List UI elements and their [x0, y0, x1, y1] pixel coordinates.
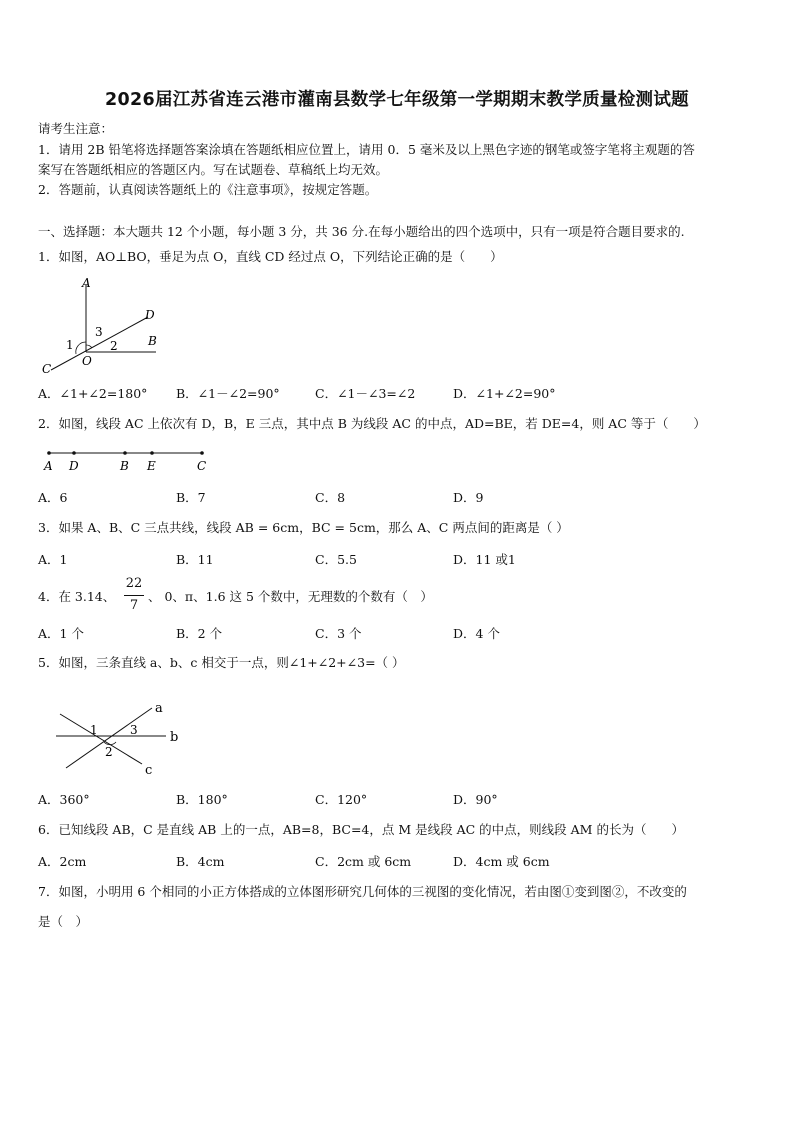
question-7-stem-line-2: 是（ ）: [38, 914, 89, 929]
question-6-option-c: C．2cm 或 6cm: [315, 854, 412, 869]
page-title: 2026届江苏省连云港市灌南县数学七年级第一学期期末教学质量检测试题: [105, 90, 689, 110]
point-a: [47, 451, 51, 455]
question-5-figure: [54, 698, 194, 778]
label-d: D: [145, 308, 155, 322]
label-1: 1: [66, 338, 74, 352]
fraction-bar: [124, 595, 144, 596]
question-4-option-b: B．2 个: [176, 626, 223, 641]
question-6-option-d: D．4cm 或 6cm: [453, 854, 550, 869]
fraction-numerator: 22: [125, 576, 143, 591]
notice-item-1-line-1: 1．请用 2B 铅笔将选择题答案涂填在答题纸相应位置上，请用 0．5 毫米及以上黑色字迹的钢笔或签字笔将主观题的答: [38, 142, 695, 157]
label-3: 3: [95, 325, 103, 339]
question-6-stem: 6．已知线段 AB，C 是直线 AB 上的一点，AB=8，BC=4，点 M 是线段 AC 的中点，则线段 AM 的长为（ ）: [38, 822, 684, 837]
line-a: [66, 708, 152, 768]
question-5-option-d: D．90°: [453, 792, 498, 807]
question-3-option-a: A．1: [38, 552, 68, 567]
question-3-stem: 3．如果 A、B、C 三点共线，线段 AB = 6cm，BC = 5cm，那么 A、C 两点间的距离是（ ）: [38, 520, 569, 535]
question-1-option-d: D．∠1+∠2=90°: [453, 386, 556, 401]
label-c: c: [145, 763, 153, 778]
question-4-stem-start: 4．在 3.14、: [38, 589, 116, 604]
label-o: O: [82, 354, 92, 368]
label-2: 2: [105, 745, 113, 759]
question-4-option-d: D．4 个: [453, 626, 500, 641]
question-2-figure: [38, 446, 218, 476]
question-1-stem: 1．如图，AO⊥BO，垂足为点 O，直线 CD 经过点 O，下列结论正确的是（ ）: [38, 249, 503, 264]
notice-item-1-line-2: 案写在答题纸相应的答题区内。写在试题卷、草稿纸上均无效。: [38, 162, 389, 177]
label-b: B: [120, 459, 129, 473]
label-d: D: [69, 459, 79, 473]
question-3-option-c: C．5.5: [315, 552, 357, 567]
point-d: [72, 451, 76, 455]
question-1-option-c: C．∠1－∠3=∠2: [315, 386, 416, 401]
question-5-stem: 5．如图，三条直线 a、b、c 相交于一点，则∠1+∠2+∠3=（ ）: [38, 655, 405, 670]
section-heading: 一、选择题：本大题共 12 个小题，每小题 3 分，共 36 分.在每小题给出的四个选项中，只有一项是符合题目要求的.: [38, 224, 685, 239]
label-a: A: [44, 459, 53, 473]
label-b: B: [148, 334, 157, 348]
point-c: [200, 451, 204, 455]
question-2-stem: 2．如图，线段 AC 上依次有 D，B，E 三点，其中点 B 为线段 AC 的中点，AD=BE，若 DE=4，则 AC 等于（ ）: [38, 416, 706, 431]
label-2: 2: [110, 339, 118, 353]
question-2-option-c: C．8: [315, 490, 346, 505]
question-3-option-d: D．11 或1: [453, 552, 516, 567]
question-1-figure: [38, 275, 178, 380]
label-b: b: [170, 730, 179, 745]
fraction-denominator: 7: [129, 598, 139, 613]
notice-item-2: 2．答题前，认真阅读答题纸上的《注意事项》，按规定答题。: [38, 182, 378, 197]
label-a: a: [155, 701, 163, 716]
line-c: [60, 714, 142, 764]
question-5-option-a: A．360°: [38, 792, 90, 807]
question-2-option-a: A．6: [38, 490, 68, 505]
notice-heading: 请考生注意：: [38, 121, 114, 136]
question-6-option-a: A．2cm: [38, 854, 87, 869]
question-1-option-a: A．∠1+∠2=180°: [38, 386, 148, 401]
point-b: [123, 451, 127, 455]
label-1: 1: [90, 723, 98, 737]
question-5-option-b: B．180°: [176, 792, 228, 807]
question-3-option-b: B．11: [176, 552, 214, 567]
question-1-option-b: B．∠1－∠2=90°: [176, 386, 280, 401]
question-2-option-d: D．9: [453, 490, 484, 505]
label-c: C: [197, 459, 207, 473]
question-6-option-b: B．4cm: [176, 854, 225, 869]
label-e: E: [147, 459, 156, 473]
label-3: 3: [130, 723, 138, 737]
question-7-stem-line-1: 7．如图，小明用 6 个相同的小正方体搭成的立体图形研究几何体的三视图的变化情况，若由图①变到图②，不改变的: [38, 884, 687, 899]
question-2-option-b: B．7: [176, 490, 206, 505]
question-4-option-c: C．3 个: [315, 626, 362, 641]
question-5-option-c: C．120°: [315, 792, 368, 807]
question-4-stem-end: 、 0、π、1.6 这 5 个数中，无理数的个数有（ ）: [148, 589, 433, 604]
point-e: [150, 451, 154, 455]
label-a: A: [82, 276, 91, 290]
label-c: C: [42, 362, 52, 376]
question-4-option-a: A．1 个: [38, 626, 84, 641]
